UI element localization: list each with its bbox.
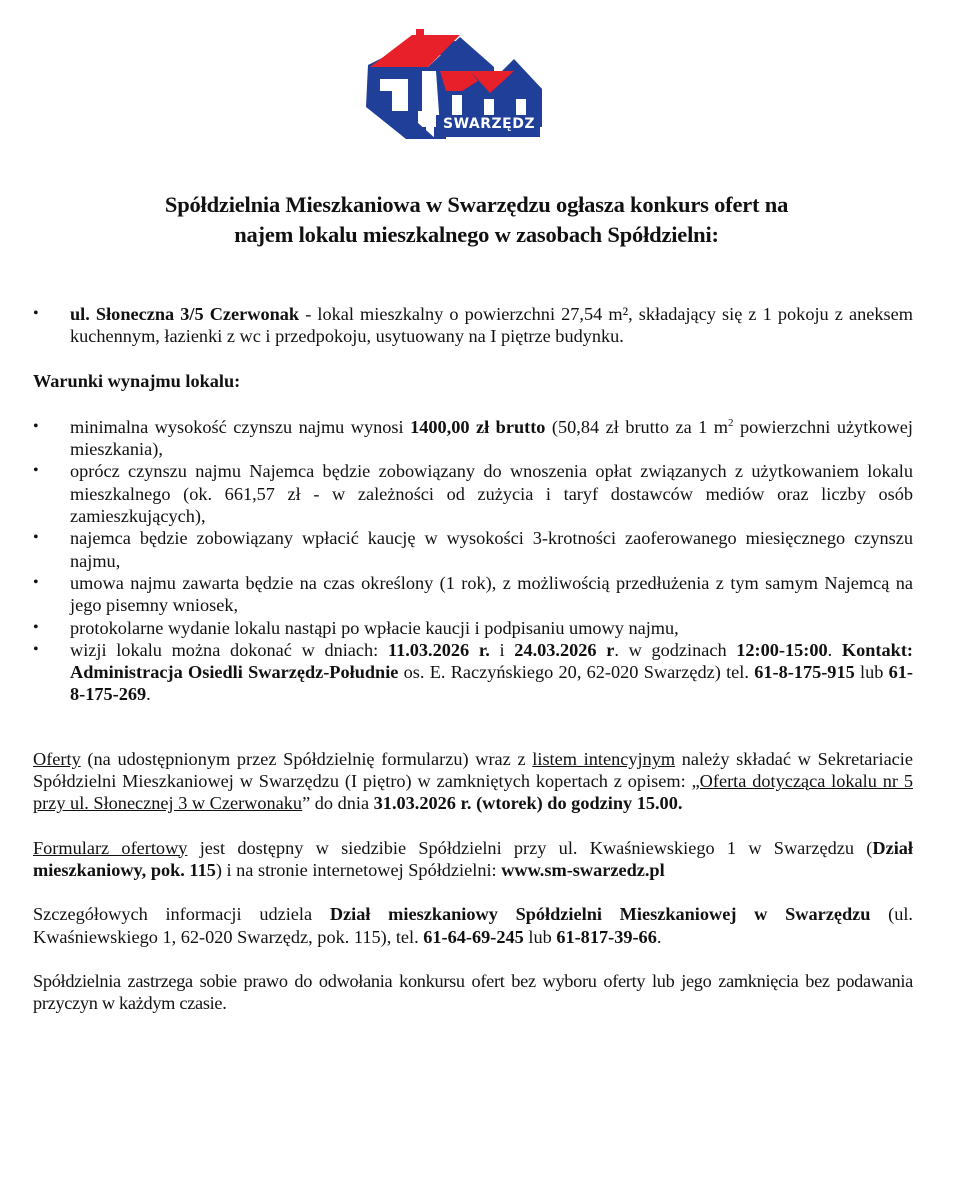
conditions-heading: Warunki wynajmu lokalu: bbox=[33, 370, 241, 391]
property-address: ul. Słoneczna 3/5 Czerwonak bbox=[70, 304, 300, 324]
letter-of-intent-text: listem intencyjnym bbox=[532, 748, 676, 769]
property-description: - lokal mieszkalny o powierzchni 27,54 m², składający się z 1 pokoju z aneksem kuchennym, łazienki z wc i przedpokoju, usytuowany na I piętrze budynku. bbox=[70, 304, 913, 347]
conditions-list bbox=[33, 416, 913, 706]
contact-label: Kontakt: Administracja Osiedli Swarzędz-Południe bbox=[70, 639, 914, 683]
disclaimer-paragraph: Spółdzielnia zastrzega sobie prawo do odwołania konkursu ofert bez wyboru oferty lub jego zamknięcia bez podawania przyczyn w każdym czasie. bbox=[33, 970, 913, 1014]
paragraph-text: ” do dnia bbox=[302, 793, 374, 814]
condition-item bbox=[33, 527, 913, 572]
form-paragraph bbox=[33, 837, 913, 882]
title-line-1: Spółdzielnia Mieszkaniowa w Swarzędzu ogłasza konkurs ofert na bbox=[164, 192, 789, 217]
contact-phone-2[interactable]: 61-8-175-269 bbox=[70, 662, 913, 705]
cooperative-logo bbox=[366, 27, 542, 139]
envelope-label: „Oferta dotycząca lokalu nr 5 przy ul. Słonecznej 3 w Czerwonaku bbox=[33, 771, 913, 814]
page-title bbox=[60, 190, 893, 250]
property-item bbox=[33, 303, 913, 348]
paragraph-text: należy składać w Sekretariacie Spółdzielni Mieszkaniowej w Swarzędzu (I piętro) w zamkniętych kopertach z opisem: bbox=[33, 748, 913, 792]
condition-text: najemca będzie zobowiązany wpłacić kaucję w wysokości 3-krotności zaoferowanego miesięcznego czynszu najmu, bbox=[70, 528, 913, 571]
bullet-icon: • bbox=[33, 618, 39, 636]
condition-item bbox=[33, 416, 913, 461]
connector-text: . bbox=[827, 639, 833, 660]
bullet-icon: • bbox=[33, 417, 39, 435]
info-department: Dział mieszkaniowy Spółdzielni Mieszkaniowej w Swarzędzu bbox=[329, 904, 871, 925]
paragraph-text: Szczegółowych informacji udziela bbox=[33, 904, 330, 925]
offers-link: Oferty bbox=[33, 748, 81, 769]
bullet-icon: • bbox=[33, 640, 39, 658]
announcement-body bbox=[33, 303, 913, 1014]
bullet-icon: • bbox=[33, 529, 39, 547]
form-link: Formularz ofertowy bbox=[33, 837, 188, 858]
website-link[interactable]: www.sm-swarzedz.pl bbox=[501, 859, 665, 880]
condition-item bbox=[33, 617, 913, 639]
viewing-hours: 12:00-15:00 bbox=[736, 639, 828, 660]
connector-text: . w godzinach bbox=[614, 639, 737, 660]
paragraph-text: ) i na stronie internetowej Spółdzielni: bbox=[215, 859, 502, 880]
contact-address: os. E. Raczyńskiego 20, 62-020 Swarzędz) tel. bbox=[398, 662, 755, 683]
connector-text: i bbox=[489, 639, 515, 660]
connector-text: lub bbox=[523, 926, 557, 947]
contact-phone-1[interactable]: 61-8-175-915 bbox=[754, 662, 855, 683]
condition-text: powierzchni użytkowej mieszkania), bbox=[70, 416, 914, 460]
rent-amount: 1400,00 zł brutto bbox=[410, 416, 546, 437]
condition-text: (50,84 zł brutto za 1 m bbox=[545, 416, 729, 437]
viewing-date-1: 11.03.2026 r. bbox=[387, 639, 490, 660]
department-room: Dział mieszkaniowy, pok. 115 bbox=[33, 837, 913, 880]
bullet-icon: • bbox=[33, 573, 39, 591]
condition-item bbox=[33, 460, 913, 527]
offers-paragraph bbox=[33, 748, 913, 815]
condition-item-viewing bbox=[33, 639, 913, 706]
condition-text: protokolarne wydanie lokalu nastąpi po wpłacie kaucji i podpisaniu umowy najmu, bbox=[70, 617, 679, 638]
condition-text: wizji lokalu można dokonać w dniach: bbox=[70, 639, 388, 660]
info-paragraph bbox=[33, 903, 913, 948]
paragraph-text: jest dostępny w siedzibie Spółdzielni przy ul. Kwaśniewskiego 1 w Swarzędzu ( bbox=[187, 837, 873, 858]
logo-text: SWARZĘDZ bbox=[443, 116, 535, 132]
condition-text: minimalna wysokość czynszu najmu wynosi bbox=[70, 416, 411, 437]
connector-text: . bbox=[146, 684, 151, 705]
info-phone-2[interactable]: 61-817-39-66 bbox=[556, 926, 657, 947]
condition-item bbox=[33, 572, 913, 617]
connector-text: lub bbox=[854, 662, 889, 683]
condition-text: umowa najmu zawarta będzie na czas określony (1 rok), z możliwością przedłużenia z tym samym Najemcą na jego pisemny wniosek, bbox=[70, 572, 913, 616]
viewing-date-2: 24.03.2026 r bbox=[514, 639, 615, 660]
offer-deadline: 31.03.2026 r. (wtorek) do godziny 15.00. bbox=[373, 793, 683, 814]
paragraph-text: (na udostępnionym przez Spółdzielnię formularzu) wraz z bbox=[80, 748, 533, 769]
condition-text: oprócz czynszu najmu Najemca będzie zobowiązany do wnoszenia opłat związanych z użytkowaniem lokalu mieszkalnego (ok. 661,57 zł - w zależności od zużycia i taryf dostawców mediów oraz liczby osób zamieszkujących), bbox=[70, 461, 913, 527]
bullet-icon: • bbox=[33, 462, 39, 480]
info-phone-1[interactable]: 61-64-69-245 bbox=[423, 926, 524, 947]
superscript: 2 bbox=[728, 416, 734, 429]
title-line-2: najem lokalu mieszkalnego w zasobach Spółdzielni: bbox=[234, 222, 719, 247]
connector-text: . bbox=[656, 926, 662, 947]
paragraph-text: (ul. Kwaśniewskiego 1, 62-020 Swarzędz, pok. 115), tel. bbox=[33, 904, 913, 947]
bullet-icon: • bbox=[33, 305, 39, 322]
